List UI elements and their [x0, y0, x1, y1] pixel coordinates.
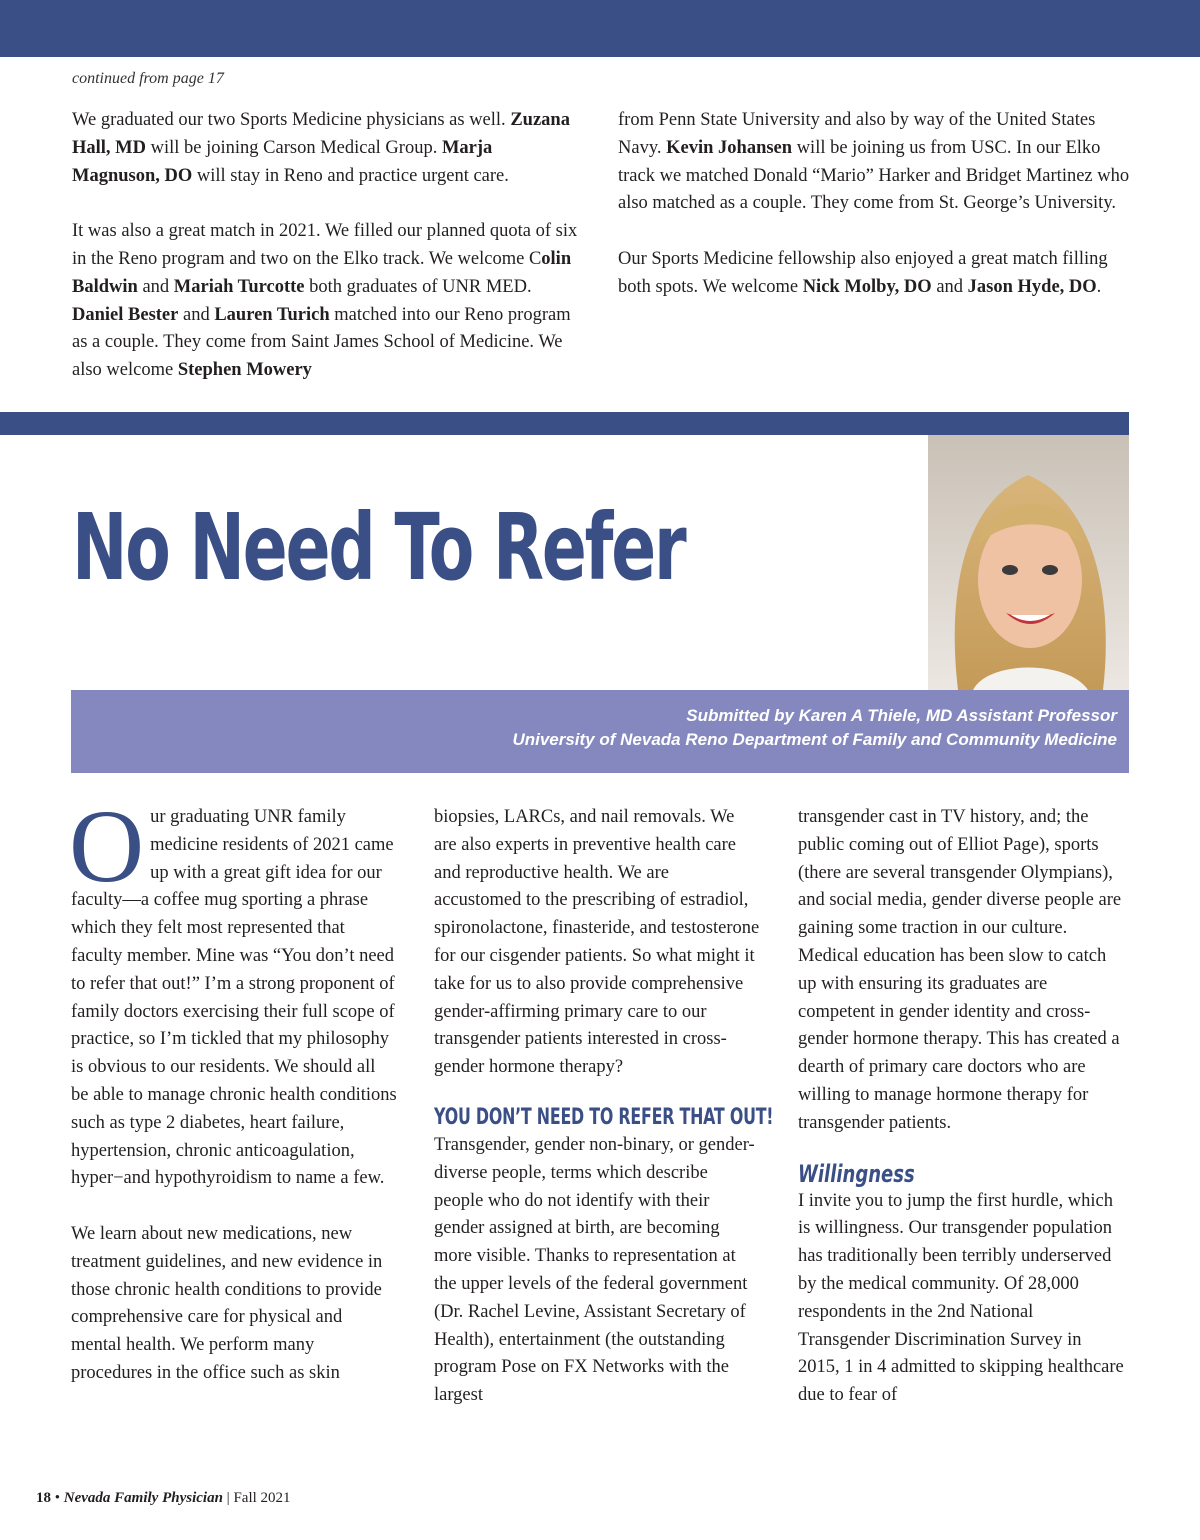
byline-author: Submitted by Karen A Thiele, MD Assistant Professor: [686, 706, 1117, 725]
paragraph: We learn about new medications, new treatment guidelines, and new evidence in those chronic health conditions to provide comprehensive care for physical and mental health. We perform many procedures in the office such as skin: [71, 1223, 383, 1383]
section-heading: Willingness: [798, 1159, 915, 1188]
publication-name: Nevada Family Physician: [63, 1490, 223, 1506]
byline-banner: [71, 690, 1129, 773]
paragraph: Our Sports Medicine fellowship also enjoyed a great match filling both spots. We welcome Nick Molby, DO and Jason Hyde, DO.: [618, 248, 1108, 297]
page-number: 18: [36, 1490, 51, 1506]
article-title: No Need To Refer: [72, 494, 685, 601]
footer-bullet: •: [54, 1490, 61, 1506]
author-portrait-illustration: [928, 435, 1129, 690]
byline: [512, 704, 1117, 752]
paragraph: from Penn State University and also by way of the United States Navy. Kevin Johansen will be joining us from USC. In our Elko track we matched Donald “Mario” Harker and Bridget Martinez who also matched as a couple. They come from St. George’s University.: [618, 110, 1130, 214]
section-divider-bar: [0, 412, 1129, 435]
drop-cap: O: [69, 789, 145, 904]
top-left-column: [72, 107, 584, 385]
paragraph: It was also a great match in 2021. We filled our planned quota of six in the Reno program and two on the Elko track. We welcome Colin Baldwin and Mariah Turcotte both graduates of UNR MED. Daniel Bester and Lauren Turich matched into our Reno program as a couple. They come from Saint James School of Medicine. We also welcome Stephen Mowery: [72, 221, 578, 381]
paragraph: Transgender, gender non-binary, or gender-diverse people, terms which describe people who do not identify with their gender assigned at birth, are becoming more visible. Thanks to representation at the upper levels of the federal government (Dr. Rachel Levine, Assistant Secretary of Health), entertainment (the outstanding program Pose on FX Networks with the largest: [434, 1134, 755, 1406]
paragraph: Our graduating UNR family medicine residents of 2021 came up with a great gift idea for our faculty—a coffee mug sporting a phrase which they felt most represented that faculty member. Mine was “You don’t need to refer that out!” I’m a strong proponent of family doctors exercising their full scope of practice, so I’m tickled that my philosophy is obvious to our residents. We should all be able to manage chronic health conditions such as type 2 diabetes, heart failure, hypertension, chronic anticoagulation, hyper−and hypothyroidism to name a few.: [69, 789, 397, 1189]
author-photo: [928, 435, 1129, 690]
top-right-column: [618, 107, 1130, 302]
article-column-1: [69, 789, 397, 1388]
article-column-3: [798, 804, 1124, 1410]
paragraph: transgender cast in TV history, and; the public coming out of Elliot Page), sports (there are several transgender Olympians), and social media, gender diverse people are gaining some traction in our culture. Medical education has been slow to catch up with ensuring its graduates are competent in gender identity and cross-gender hormone therapy. This has created a dearth of primary care doctors who are willing to manage hormone therapy for transgender patients.: [798, 807, 1122, 1133]
byline-affiliation: University of Nevada Reno Department of Family and Community Medicine: [512, 730, 1117, 749]
paragraph: I invite you to jump the first hurdle, which is willingness. Our transgender population has traditionally been terribly underserved by the medical community. Of 28,000 respondents in the 2nd National Transgender Discrimination Survey in 2015, 1 in 4 admitted to skipping healthcare due to fear of: [798, 1190, 1124, 1406]
article-column-2: [434, 804, 774, 1410]
footer-separator: |: [226, 1490, 230, 1506]
paragraph: We graduated our two Sports Medicine physicians as well. Zuzana Hall, MD will be joining Carson Medical Group. Marja Magnuson, DO will stay in Reno and practice urgent care.: [72, 110, 570, 186]
page-footer: [36, 1490, 291, 1507]
issue-date: Fall 2021: [233, 1490, 291, 1506]
continued-note: continued from page 17: [72, 70, 224, 87]
paragraph: biopsies, LARCs, and nail removals. We are also experts in preventive health care and reproductive health. We are accustomed to the prescribing of estradiol, spironolactone, finasteride, and testosterone for our cisgender patients. So what might it take for us to also provide comprehensive gender-affirming primary care to our transgender patients interested in cross-gender hormone therapy?: [434, 807, 760, 1078]
header-bar: [0, 0, 1200, 57]
section-heading: YOU DON’T NEED TO REFER THAT OUT!: [434, 1104, 774, 1130]
